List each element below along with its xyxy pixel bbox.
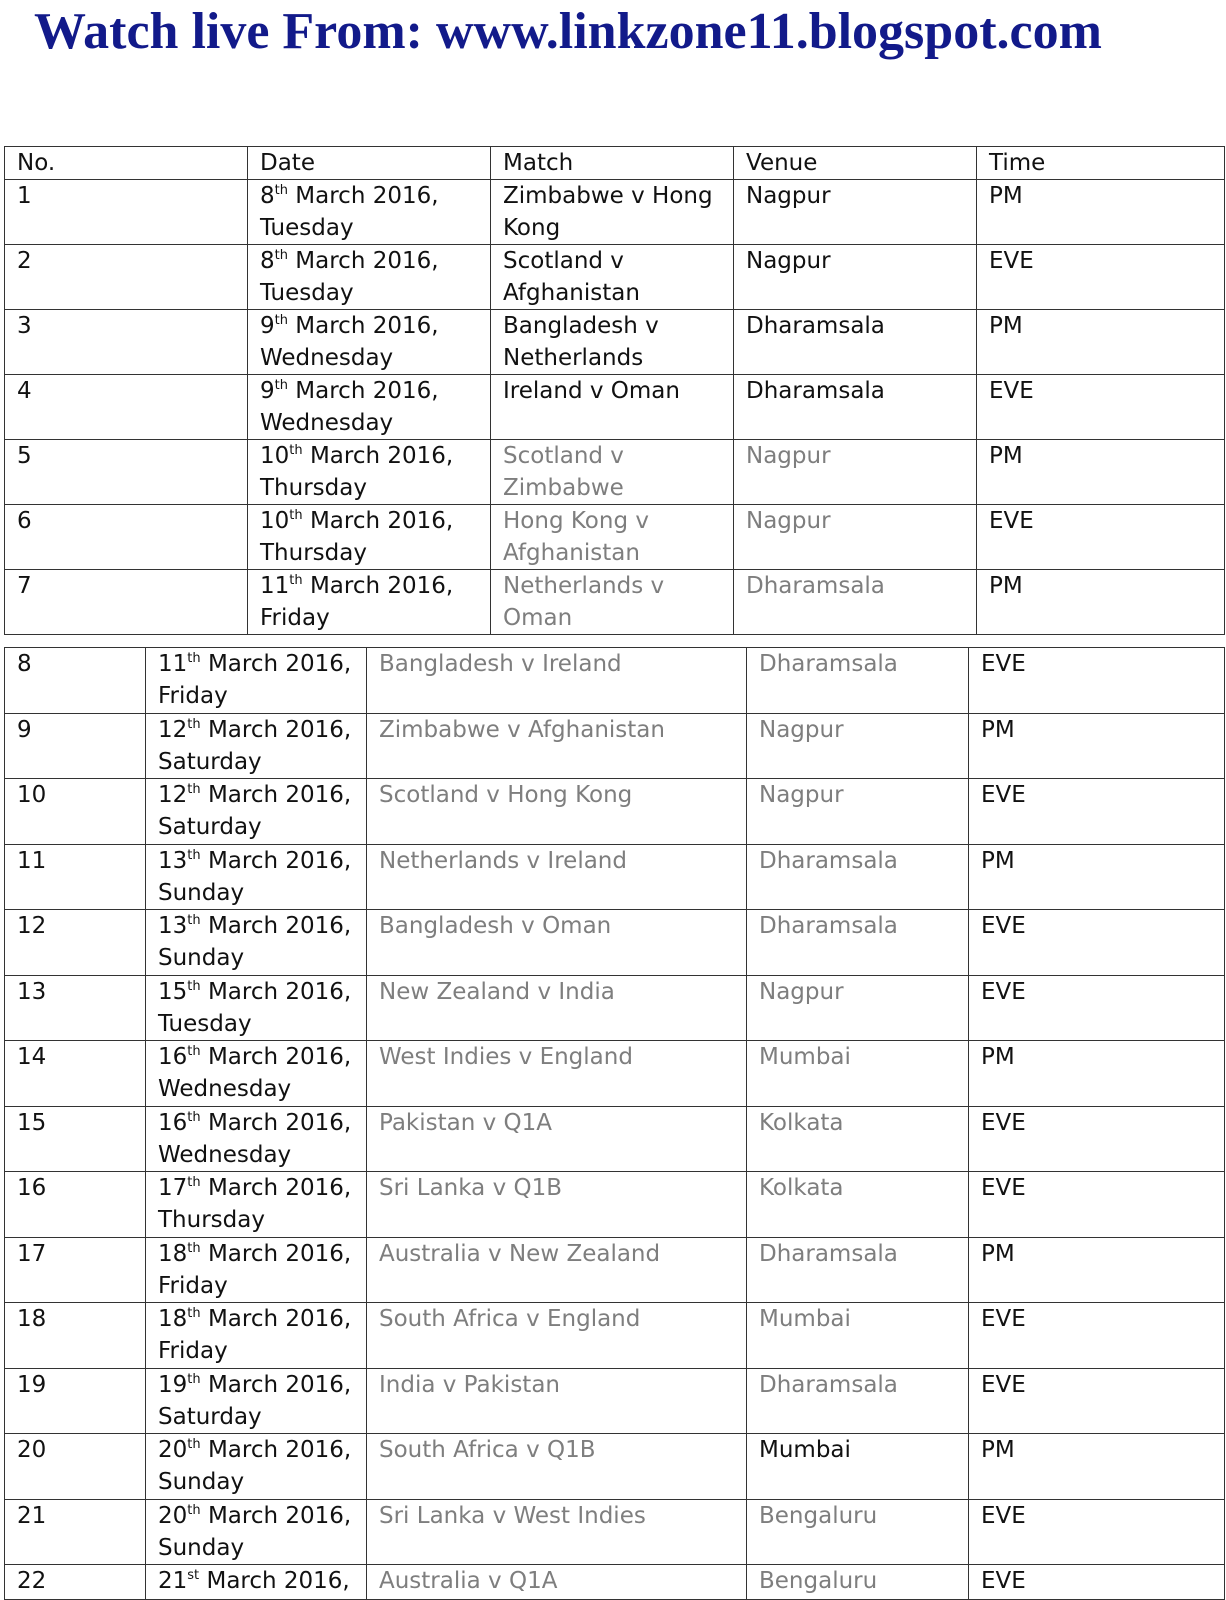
date-month-year: March 2016, xyxy=(295,313,439,339)
table-row xyxy=(5,1172,1225,1238)
match-number: 2 xyxy=(5,245,248,310)
match-time: EVE xyxy=(969,1565,1225,1600)
date-weekday: Wednesday xyxy=(260,410,394,436)
date-month-year: March 2016, xyxy=(207,978,352,1005)
match-date xyxy=(146,1565,367,1600)
date-day: 11 xyxy=(260,573,290,599)
match-date xyxy=(146,713,367,779)
match-venue: Dharamsala xyxy=(747,844,969,910)
date-day: 9 xyxy=(260,313,275,339)
match-date xyxy=(248,570,491,635)
match-teams: Ireland v Oman xyxy=(491,375,734,440)
match-date xyxy=(146,648,367,714)
date-suffix: th xyxy=(187,847,201,863)
date-weekday: Saturday xyxy=(158,1403,262,1430)
date-suffix: th xyxy=(187,716,201,732)
match-venue: Nagpur xyxy=(734,440,977,505)
schedule-table-continued xyxy=(4,647,1225,1600)
match-venue: Nagpur xyxy=(734,505,977,570)
date-suffix: th xyxy=(274,183,288,198)
match-time: PM xyxy=(969,1237,1225,1303)
column-header: No. xyxy=(5,147,248,180)
date-day: 9 xyxy=(260,378,275,404)
match-venue: Dharamsala xyxy=(747,910,969,976)
match-date xyxy=(146,1499,367,1565)
match-date xyxy=(146,844,367,910)
table-row xyxy=(5,1303,1225,1369)
date-suffix: st xyxy=(187,1568,200,1583)
match-number: 8 xyxy=(5,648,146,714)
match-venue: Nagpur xyxy=(747,975,969,1041)
match-teams: South Africa v England xyxy=(367,1303,747,1369)
match-number: 5 xyxy=(5,440,248,505)
match-time: PM xyxy=(969,844,1225,910)
match-venue: Dharamsala xyxy=(734,310,977,375)
match-venue: Mumbai xyxy=(747,1303,969,1369)
date-month-year: March 2016, xyxy=(207,1502,352,1529)
table-row xyxy=(5,375,1225,440)
table-row xyxy=(5,779,1225,845)
match-teams: Bangladesh v Ireland xyxy=(367,648,747,714)
match-number: 21 xyxy=(5,1499,146,1565)
date-month-year: March 2016, xyxy=(206,1568,350,1594)
table-row xyxy=(5,844,1225,910)
date-suffix: th xyxy=(187,1371,201,1387)
table-row xyxy=(5,648,1225,714)
date-day: 10 xyxy=(260,508,290,534)
match-time: PM xyxy=(977,440,1225,505)
date-weekday: Sunday xyxy=(158,1469,245,1495)
date-suffix: th xyxy=(187,1109,201,1125)
match-number: 13 xyxy=(5,975,146,1041)
match-date xyxy=(146,1434,367,1500)
table-row xyxy=(5,1041,1225,1107)
date-month-year: March 2016, xyxy=(309,443,454,469)
match-venue: Bengaluru xyxy=(747,1499,969,1565)
date-suffix: th xyxy=(289,508,303,523)
date-weekday: Thursday xyxy=(260,540,367,566)
date-weekday: Thursday xyxy=(158,1207,265,1233)
match-number: 20 xyxy=(5,1434,146,1500)
match-teams: New Zealand v India xyxy=(367,975,747,1041)
match-date xyxy=(146,1237,367,1303)
match-time: PM xyxy=(969,713,1225,779)
match-time: EVE xyxy=(969,1172,1225,1238)
date-month-year: March 2016, xyxy=(295,378,439,404)
date-month-year: March 2016, xyxy=(207,847,352,874)
match-number: 7 xyxy=(5,570,248,635)
date-suffix: th xyxy=(187,1306,201,1321)
table-row xyxy=(5,910,1225,976)
match-number: 16 xyxy=(5,1172,146,1238)
date-day: 13 xyxy=(158,913,188,939)
date-suffix: th xyxy=(187,978,201,994)
match-teams: Australia v Q1A xyxy=(367,1565,747,1600)
date-month-year: March 2016, xyxy=(207,1175,352,1201)
date-day: 20 xyxy=(158,1437,188,1463)
date-month-year: March 2016, xyxy=(207,782,352,808)
match-time: EVE xyxy=(969,910,1225,976)
match-time: EVE xyxy=(969,779,1225,845)
match-date xyxy=(146,779,367,845)
page-banner: Watch live From: www.linkzone11.blogspot.com xyxy=(34,3,1102,60)
date-day: 8 xyxy=(260,183,275,209)
date-weekday: Thursday xyxy=(260,475,367,501)
table-row xyxy=(5,975,1225,1041)
match-venue: Bengaluru xyxy=(747,1565,969,1600)
date-weekday: Sunday xyxy=(158,945,245,971)
match-date xyxy=(146,1303,367,1369)
match-venue: Mumbai xyxy=(747,1434,969,1500)
match-teams: Scotland v Zimbabwe xyxy=(491,440,734,505)
date-day: 18 xyxy=(158,1240,188,1267)
date-month-year: March 2016, xyxy=(295,183,439,209)
date-suffix: th xyxy=(274,248,288,263)
date-month-year: March 2016, xyxy=(309,573,454,599)
match-number: 17 xyxy=(5,1237,146,1303)
match-time: PM xyxy=(977,180,1225,245)
match-number: 11 xyxy=(5,844,146,910)
date-weekday: Sunday xyxy=(158,1534,245,1561)
date-day: 16 xyxy=(158,1044,188,1070)
date-month-year: March 2016, xyxy=(207,913,352,939)
date-suffix: th xyxy=(187,1044,201,1059)
match-teams: Sri Lanka v West Indies xyxy=(367,1499,747,1565)
table-row xyxy=(5,180,1225,245)
match-venue: Nagpur xyxy=(747,713,969,779)
table-row xyxy=(5,1565,1225,1600)
table-row xyxy=(5,440,1225,505)
match-teams: Netherlands v Ireland xyxy=(367,844,747,910)
date-suffix: th xyxy=(274,378,288,393)
table-row xyxy=(5,1237,1225,1303)
date-suffix: th xyxy=(187,1502,201,1518)
table-row xyxy=(5,505,1225,570)
match-venue: Nagpur xyxy=(734,180,977,245)
match-date xyxy=(146,1172,367,1238)
match-time: EVE xyxy=(977,375,1225,440)
date-day: 13 xyxy=(158,847,188,874)
match-venue: Dharamsala xyxy=(747,1237,969,1303)
match-time: EVE xyxy=(969,1499,1225,1565)
match-venue: Kolkata xyxy=(747,1106,969,1172)
match-number: 12 xyxy=(5,910,146,976)
match-time: EVE xyxy=(977,245,1225,310)
match-time: PM xyxy=(969,1434,1225,1500)
match-venue: Dharamsala xyxy=(734,375,977,440)
date-month-year: March 2016, xyxy=(207,1371,352,1398)
date-suffix: th xyxy=(187,913,201,928)
table-row xyxy=(5,1499,1225,1565)
date-suffix: th xyxy=(187,782,201,797)
match-date xyxy=(248,310,491,375)
column-header: Date xyxy=(248,147,491,180)
match-teams: Zimbabwe v Hong Kong xyxy=(491,180,734,245)
match-number: 10 xyxy=(5,779,146,845)
date-suffix: th xyxy=(274,313,288,328)
date-month-year: March 2016, xyxy=(207,651,352,677)
match-number: 9 xyxy=(5,713,146,779)
date-weekday: Tuesday xyxy=(158,1010,252,1037)
match-time: EVE xyxy=(969,1303,1225,1369)
match-teams: South Africa v Q1B xyxy=(367,1434,747,1500)
date-month-year: March 2016, xyxy=(207,1437,352,1463)
date-day: 17 xyxy=(158,1175,188,1201)
match-number: 22 xyxy=(5,1565,146,1600)
date-day: 19 xyxy=(158,1371,188,1398)
date-month-year: March 2016, xyxy=(207,1240,352,1267)
match-venue: Nagpur xyxy=(734,245,977,310)
match-venue: Dharamsala xyxy=(747,1368,969,1434)
match-teams: Bangladesh v Netherlands xyxy=(491,310,734,375)
match-date xyxy=(146,1041,367,1107)
match-time: EVE xyxy=(969,975,1225,1041)
table-row xyxy=(5,570,1225,635)
match-teams: Scotland v Afghanistan xyxy=(491,245,734,310)
table-row xyxy=(5,1368,1225,1434)
date-suffix: th xyxy=(187,1240,201,1256)
match-teams: Scotland v Hong Kong xyxy=(367,779,747,845)
date-month-year: March 2016, xyxy=(207,716,352,743)
date-day: 15 xyxy=(158,978,188,1005)
date-weekday: Friday xyxy=(158,683,228,709)
date-weekday: Wednesday xyxy=(260,345,394,371)
match-number: 19 xyxy=(5,1368,146,1434)
match-number: 15 xyxy=(5,1106,146,1172)
match-number: 1 xyxy=(5,180,248,245)
date-month-year: March 2016, xyxy=(207,1306,352,1332)
date-weekday: Tuesday xyxy=(260,280,354,306)
match-date xyxy=(146,910,367,976)
match-teams: Pakistan v Q1A xyxy=(367,1106,747,1172)
match-date xyxy=(146,975,367,1041)
date-day: 20 xyxy=(158,1502,188,1529)
match-time: EVE xyxy=(969,1106,1225,1172)
date-month-year: March 2016, xyxy=(207,1109,352,1136)
date-day: 12 xyxy=(158,782,188,808)
column-header: Time xyxy=(977,147,1225,180)
date-weekday: Saturday xyxy=(158,814,262,840)
match-venue: Mumbai xyxy=(747,1041,969,1107)
date-month-year: March 2016, xyxy=(309,508,454,534)
match-teams: Zimbabwe v Afghanistan xyxy=(367,713,747,779)
date-day: 21 xyxy=(158,1568,188,1594)
table-row xyxy=(5,713,1225,779)
match-teams: India v Pakistan xyxy=(367,1368,747,1434)
table-row xyxy=(5,1434,1225,1500)
match-venue: Dharamsala xyxy=(734,570,977,635)
column-header: Match xyxy=(491,147,734,180)
match-number: 4 xyxy=(5,375,248,440)
table-row xyxy=(5,310,1225,375)
table-row xyxy=(5,245,1225,310)
date-day: 12 xyxy=(158,716,188,743)
date-suffix: th xyxy=(289,573,303,588)
match-date xyxy=(248,180,491,245)
date-weekday: Friday xyxy=(158,1338,228,1364)
table-row xyxy=(5,1106,1225,1172)
match-time: EVE xyxy=(977,505,1225,570)
date-weekday: Saturday xyxy=(158,748,262,775)
match-number: 14 xyxy=(5,1041,146,1107)
match-number: 6 xyxy=(5,505,248,570)
match-venue: Kolkata xyxy=(747,1172,969,1238)
match-time: EVE xyxy=(969,648,1225,714)
table-header-row xyxy=(5,147,1225,180)
column-header: Venue xyxy=(734,147,977,180)
match-teams: West Indies v England xyxy=(367,1041,747,1107)
match-time: PM xyxy=(969,1041,1225,1107)
match-venue: Dharamsala xyxy=(747,648,969,714)
match-date xyxy=(248,505,491,570)
date-month-year: March 2016, xyxy=(207,1044,352,1070)
match-time: PM xyxy=(977,310,1225,375)
date-suffix: th xyxy=(289,443,303,458)
match-teams: Netherlands v Oman xyxy=(491,570,734,635)
date-weekday: Wednesday xyxy=(158,1141,292,1168)
date-suffix: th xyxy=(187,1175,201,1190)
date-suffix: th xyxy=(187,651,201,666)
date-day: 18 xyxy=(158,1306,188,1332)
date-day: 16 xyxy=(158,1109,188,1136)
date-day: 11 xyxy=(158,651,188,677)
date-day: 8 xyxy=(260,248,275,274)
date-month-year: March 2016, xyxy=(295,248,439,274)
match-teams: Australia v New Zealand xyxy=(367,1237,747,1303)
date-suffix: th xyxy=(187,1437,201,1452)
match-date xyxy=(146,1106,367,1172)
match-date xyxy=(248,375,491,440)
date-weekday: Wednesday xyxy=(158,1076,292,1102)
match-date xyxy=(248,440,491,505)
date-day: 10 xyxy=(260,443,290,469)
date-weekday: Friday xyxy=(260,605,330,631)
match-date xyxy=(146,1368,367,1434)
match-teams: Hong Kong v Afghanistan xyxy=(491,505,734,570)
match-time: EVE xyxy=(969,1368,1225,1434)
match-teams: Sri Lanka v Q1B xyxy=(367,1172,747,1238)
match-venue: Nagpur xyxy=(747,779,969,845)
match-number: 18 xyxy=(5,1303,146,1369)
date-weekday: Sunday xyxy=(158,879,245,906)
match-time: PM xyxy=(977,570,1225,635)
schedule-table xyxy=(4,146,1225,635)
match-teams: Bangladesh v Oman xyxy=(367,910,747,976)
match-date xyxy=(248,245,491,310)
date-weekday: Friday xyxy=(158,1272,228,1299)
date-weekday: Tuesday xyxy=(260,215,354,241)
match-number: 3 xyxy=(5,310,248,375)
